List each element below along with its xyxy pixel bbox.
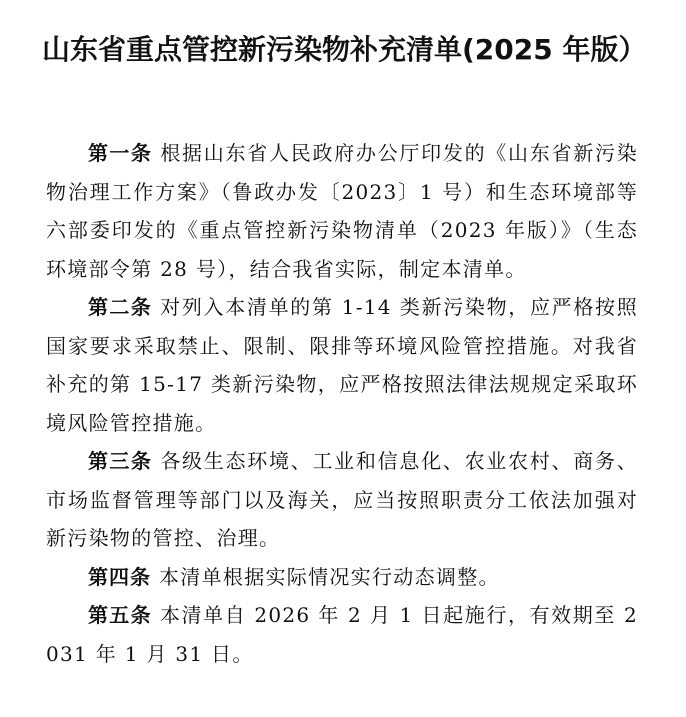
article-5-text: 本清单自 2026 年 2 月 1 日起施行，有效期至 2031 年 1 月 31 日。: [46, 603, 639, 666]
article-list: [46, 134, 638, 673]
article-4-label: 第四条: [88, 564, 151, 589]
article-5: [46, 596, 638, 673]
article-4: [46, 558, 638, 597]
article-3-label: 第三条: [88, 449, 153, 473]
article-3-text: 各级生态环境、工业和信息化、农业农村、商务、市场监督管理等部门以及海关，应当按照职责分工依法加强对新污染物的管控、治理。: [46, 449, 639, 550]
article-2-text: 对列入本清单的第 1-14 类新污染物，应严格按照国家要求采取禁止、限制、限排等环境风险管控措施。对我省补充的第 15-17 类新污染物，应严格按照法律法规规定采取环境风险管控措施。: [46, 295, 638, 435]
article-5-label: 第五条: [88, 603, 152, 627]
article-1-label: 第一条: [88, 141, 153, 165]
article-2: [46, 288, 638, 442]
article-3: [46, 442, 638, 558]
article-1: [46, 134, 638, 288]
article-1-text: 根据山东省人民政府办公厅印发的《山东省新污染物治理工作方案》（鲁政办发〔2023〕1 号）和生态环境部等六部委印发的《重点管控新污染物清单（2023 年版）》（生态环境部令第 28 号），结合我省实际，制定本清单。: [46, 141, 639, 281]
article-2-label: 第二条: [88, 295, 153, 319]
article-4-text: 本清单根据实际情况实行动态调整。: [159, 564, 500, 589]
document-title: 山东省重点管控新污染物补充清单(2025 年版）: [42, 33, 647, 66]
